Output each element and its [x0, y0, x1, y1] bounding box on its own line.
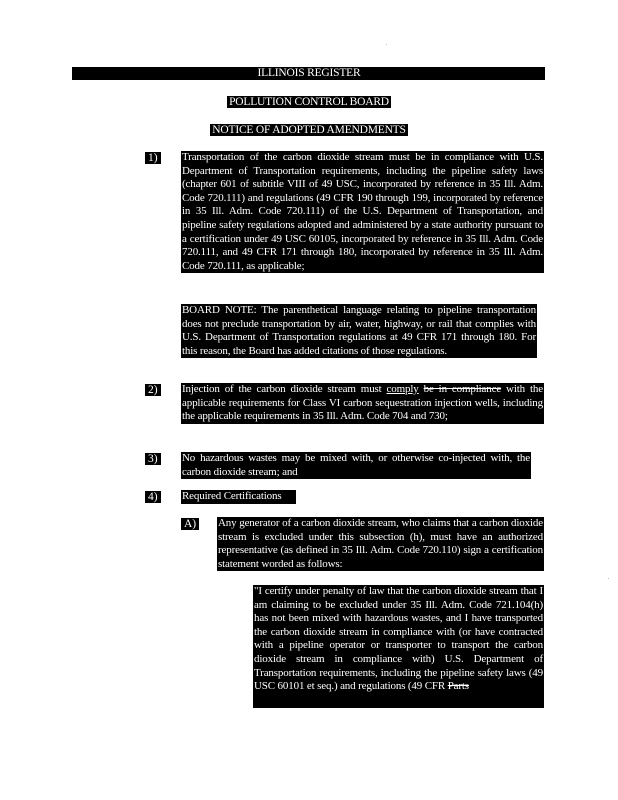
register-title: ILLINOIS REGISTER [257, 67, 361, 79]
certification-quote: "I certify under penalty of law that the carbon dioxide stream that I am claiming to be excluded under 35 Ill. Adm. Code 721.104(h) has not been mixed with hazardous wastes, and I have transported the carbon dioxide stream in compliance with (or have contracted with a pipeline operator or transporter to transport the carbon dioxide stream in compliance with) U.S. Department of Transportation requirements, including the pipeline safety laws (49 USC 60101 et seq.) and regulations (49 CFR Parts [253, 585, 544, 708]
item-text-1: Transportation of the carbon dioxide stream must be in compliance with U.S. Department of Transportation requirements, including the pipeline safety laws (chapter 601 of subtitle VIII of 49 USC, incorporated by reference in 35 Ill. Adm. Code 720.111) and regulations (49 CFR 190 through 199, incorporated by reference in 35 Ill. Adm. Code 720.111) of the U.S. Department of Transportation, and pipeline safety regulations adopted and administered by a state authority pursuant to a certification under 49 USC 60105, incorporated by reference in 35 Ill. Adm. Code 720.111, and 49 CFR 171 through 180, incorporated by reference in 35 Ill. Adm. Code 720.111, as applicable; [182, 151, 543, 272]
subitem-number-a: A) [181, 517, 199, 531]
board-title: POLLUTION CONTROL BOARD [229, 96, 389, 108]
item-number-2: 2) [145, 383, 161, 397]
item-number-4: 4) [145, 490, 161, 504]
item-text-3: No hazardous wastes may be mixed with, or otherwise co-injected with, the carbon dioxide stream; and [182, 452, 530, 478]
subitem-text-a: Any generator of a carbon dioxide stream, who claims that a carbon dioxide stream is excluded under this subsection (h), must have an authorized representative (as defined in 35 Ill. Adm. Code 720.110) sign a certification statement worded as follows: [218, 517, 543, 570]
board-note: BOARD NOTE: The parenthetical language relating to pipeline transportation does not preclude transportation by air, water, highway, or rail that complies with U.S. Department of Transportation regulations at 49 CFR 171 through 180. For this reason, the Board has added citations of those regulations. [182, 304, 536, 357]
item-text-2: Injection of the carbon dioxide stream must comply be in compliance with the applicable requirements for Class VI carbon sequestration injection wells, including the applicable requirements in 35 Ill. Adm. Code 704 and 730; [182, 383, 543, 423]
item-text-4: Required Certifications [181, 490, 296, 504]
deleted-text: Parts [447, 680, 469, 693]
item-number-1: 1) [145, 151, 161, 165]
item-number-3: 3) [145, 452, 161, 466]
scan-speck [608, 578, 609, 579]
notice-title: NOTICE OF ADOPTED AMENDMENTS [212, 124, 406, 136]
inserted-text: comply [386, 383, 419, 395]
deleted-text: be in compliance [423, 383, 502, 395]
scan-speck [386, 44, 387, 45]
